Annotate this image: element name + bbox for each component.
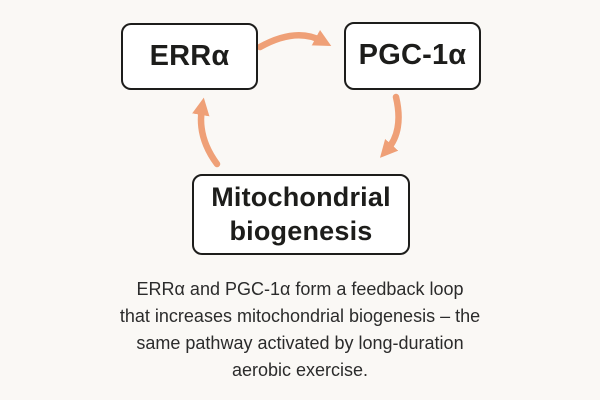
node-mito-label-line2: biogenesis — [229, 215, 373, 246]
node-mito-biogenesis — [192, 174, 410, 255]
caption-line-2: that increases mitochondrial biogenesis – the — [119, 306, 481, 326]
arrow-erra-to-pgc1a-icon — [260, 35, 322, 47]
node-pgc1a-label: PGC-1α — [358, 39, 467, 72]
caption-line-1: ERRα and PGC-1α form a feedback loop — [136, 279, 464, 299]
arrow-pgc1a-to-mito-icon — [387, 97, 399, 150]
node-erra — [121, 23, 258, 90]
node-pgc1a — [344, 22, 481, 90]
caption-line-3: same pathway activated by long-duration — [136, 333, 464, 353]
node-erra-label: ERRα — [149, 39, 230, 72]
caption — [0, 276, 600, 384]
caption-line-4: aerobic exercise. — [231, 360, 369, 380]
node-mito-label-line1: Mitochondrial — [211, 181, 391, 212]
arrow-mito-to-erra-icon — [201, 108, 217, 164]
